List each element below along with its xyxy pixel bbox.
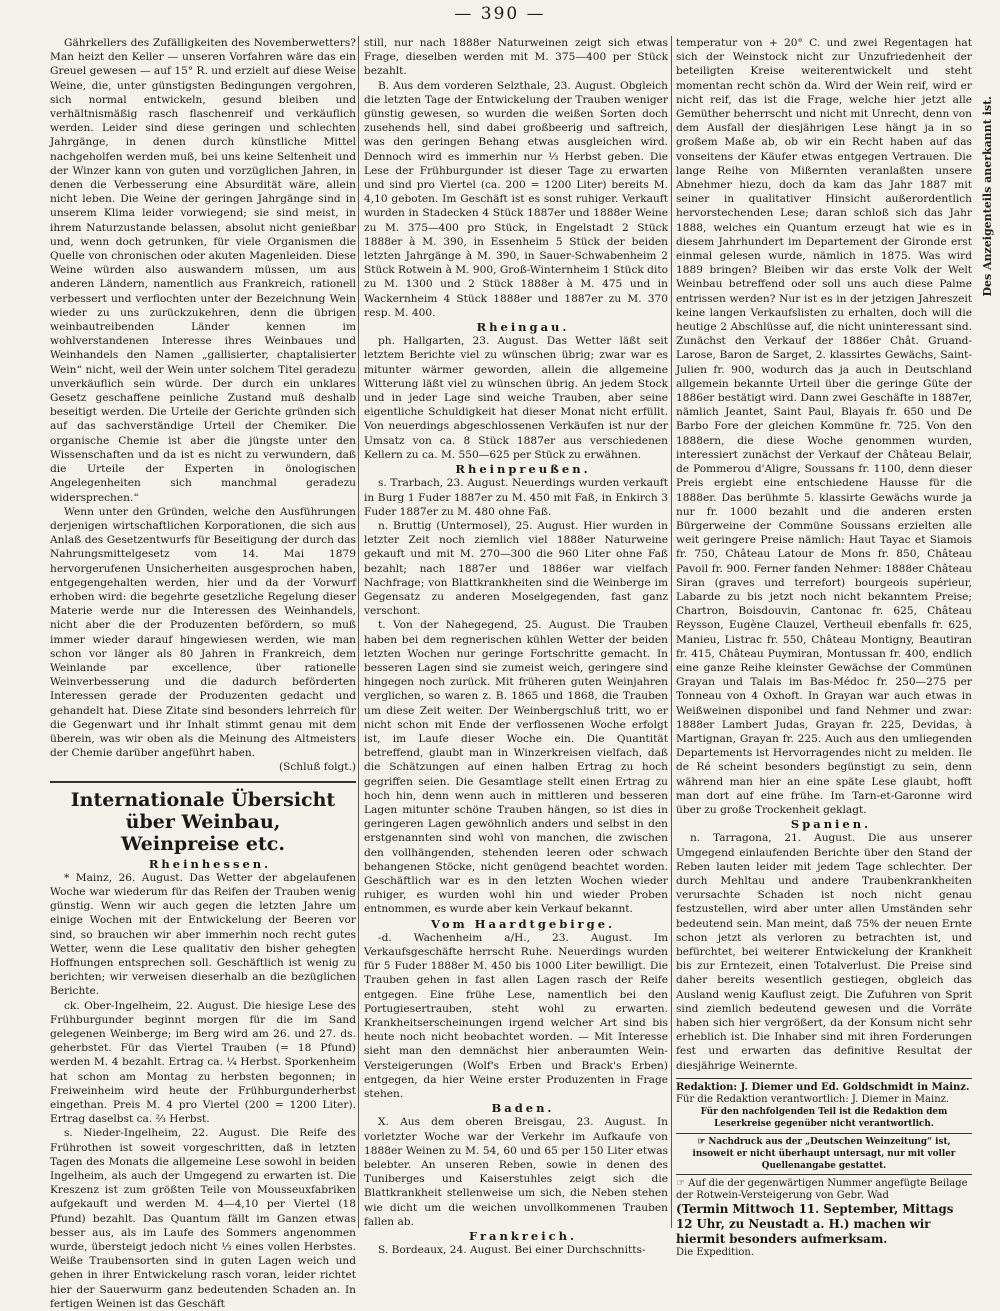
- imprint-block: [676, 1078, 972, 1259]
- report: S. Bordeaux, 24. August. Bei einer Durchschnitts-: [378, 1244, 646, 1257]
- region-heading: Rheingau.: [476, 320, 570, 335]
- paragraph: still, nur nach 1888er Naturweinen zeigt sich etwas Frage, dieselben werden mit M. 375—400 per Stück bezahlt.: [364, 37, 668, 78]
- section-title-line: Weinpreise etc.: [121, 832, 285, 855]
- region-heading: Rheinhessen.: [148, 856, 272, 871]
- section-divider: [50, 781, 356, 783]
- report: s. Trarbach, 23. August. Neuerdings wurden verkauft in Burg 1 Fuder 1887er zu M. 450 mit Faß, in Enkirch 3 Fuder 1887er zu M. 480 ohne Faß.: [364, 477, 668, 518]
- column-rule: [358, 36, 359, 1228]
- report: n. Tarragona, 21. August. Die aus unserer Umgegend einlaufenden Berichte über den Stand der Reben lauten leider mit jedem Tage schlechter. Der durch Mehltau und andere Traubenkrankheiten verursachte Schaden ist noch nicht genau festzustellen, wird aber unter allen Umständen sehr bedeutend sein. Man meint, daß 75% der neuen Ernte schon jetzt als verloren zu betrachten ist, und befürchtet, bei weiterer Entwickelung der Krankheit bis zur Erntezeit, einen Totalverlust. Die Preise sind daher bereits wesentlich gestiegen, obgleich das Ausland wenig Kauflust zeigt. Die Zufuhren von Sprit sind ziemlich bedeutend gewesen und die Vorräte haben sich hier vergrößert, da der Konsum nicht sehr erheblich ist. Die Inhaber sind mit ihren Forderungen fest und erwarten das definitive Resultat der diesjährige Weinernte.: [676, 832, 972, 1072]
- region-heading: Vom Haardtgebirge.: [430, 916, 616, 931]
- report: ck. Ober-Ingelheim, 22. August. Die hiesige Lese des Frühburgunder beginnt morgen für die im Sand gelegenen Weinberge; im Berg wird am 26. und 27. ds. geherbstet. Für das Viertel Trauben (= 18 Pfund) werden M. 4 bezahlt. Ertrag ca. ¼ Herbst. Sporkenheim hat schon am Montag zu herbsten begonnen; in Freiweinheim wird heute der Frühburgunderherbst eingethan. Preis M. 4 pro Viertel (200 = 1200 Liter). Ertrag daselbst ca. ⅔ Herbst.: [50, 999, 356, 1126]
- paragraph: Gährkellers des Zufälligkeiten des Novemberwetters? Man heizt den Keller — unseren Vorfahren wäre das ein Greuel gewesen — auf 15° R. und erzielt auf diese Weise Weine, die, unter günstigsten Bedingungen vergohren, sich normal entwickeln, gesund bleiben und verhältnismäßig rasch flaschenreif und verkäuflich werden. Leider sind diese geringen und schlechten Jahrgänge, in denen durch künstliche Mittel nachgeholfen werden muß, bei uns keine Seltenheit und der Winzer kann von guten und vorzüglichen Jahren, in denen die Verbesserung eine Absurdität wäre, allein nicht leben. Die Weine der geringen Jahrgänge sind in unserem Klima leider vorwiegend; sie sind meist, in ihrem Naturzustande belassen, absolut nicht genießbar und, wenn doch getrunken, für viele Organismen die Quelle von chronischen oder akuten Magenleiden. Diese Weine würden also auswandern müssen, um aus anderen Ländern, namentlich aus Frankreich, rationell verbessert und verflochten unter der Bezeichnung Wein wieder zu uns zurückzukehren, denn die übrigen weinbautreibenden Länder kennen im wohlverstandenen Interesse ihres Weinbaues und Weinhandels den Namen „gallisierter, chaptalisierter Wein“ nicht, weil der Wein unter solchem Titel geradezu unverkäuflich sein würde. Der durch ein unklares Gesetz geschaffene peinliche Zustand muß deshalb beseitigt werden. Die Urteile der Gerichte gründen sich auf das sachverständige Urteil der Chemiker. Die organische Chemie ist aber die jüngste unter den Wissenschaften und da ist es nicht zu verwundern, daß die Urteile der Experten in önologischen Angelegenheiten sich manchmal geradezu widersprechen.“: [50, 37, 356, 504]
- report: n. Bruttig (Untermosel), 25. August. Hier wurden in letzter Zeit noch ziemlich viel 1888er Naturweine gekauft und mit M. 270—300 die 960 Liter ohne Faß bezahlt; nach 1887er und 1886er war vielfach Nachfrage; von Blattkrankheiten sind die Weinberge im Gegensatz zu anderen Moselgegenden, fast ganz verschont.: [364, 519, 668, 618]
- expedition-signature: Die Expedition.: [676, 1246, 755, 1258]
- report: B. Aus dem vorderen Selzthale, 23. August. Obgleich die letzten Tage der Entwickelung der Trauben weniger günstig gewesen, so wurden die weißen Sorten doch zusehends hell, sind dabei großbeerig und saftreich, was den geringen Behang etwas ausgleichen wird. Dennoch wird es immerhin nur ⅓ Herbst geben. Die Lese der Frühburgunder ist dieser Tage zu erwarten und sind pro Viertel (ca. 200 = 1200 Liter) bereits M. 4,10 geboten. Im Geschäft ist es sonst ruhiger. Verkauft wurden in Stadecken 4 Stück 1887er und 1888er Weine zu M. 375—400 pro Stück, in Engelstadt 2 Stück 1888er à M. 390, in Essenheim 5 Stück der beiden letzten Jahrgänge à M. 390, in Sauer-Schwabenheim 2 Stück Rotwein à M. 900, Groß-Winternheim 1 Stück dito zu M. 1300 und 2 Stück 1888er à M. 475 und in Wackernheim 4 Stück 1888er und 1887er zu M. 370 resp. M. 400.: [364, 79, 668, 319]
- column-3: [676, 36, 972, 1258]
- page-number: — 390 —: [454, 4, 546, 24]
- supplement-notice-bold: (Termin Mittwoch 11. September, Mittags 12 Uhr, zu Neustadt a. H.) machen wir hiermit besonders aufmerksam.: [676, 1201, 954, 1246]
- region-heading: Frankreich.: [469, 1229, 577, 1244]
- region-heading: Spanien.: [790, 817, 872, 832]
- report: ph. Hallgarten, 23. August. Das Wetter läßt seit letztem Berichte viel zu wünschen übrig; zwar war es mitunter wärmer geworden, allein die allgemeine Witterung läßt viel zu wünschen übrig. An jedem Stock und in jeder Lage sind weiche Trauben, aber seine eigentliche Schuldigkeit hat dieser Monat nicht erfüllt. Von neuerdings abgeschlossenen Verkäufen ist nur der Umsatz von ca. 8 Stück 1887er aus verschiedenen Kellern zu ca. M. 550—625 per Stück zu erwähnen.: [364, 335, 668, 461]
- column-1: [50, 36, 356, 1310]
- region-heading: Rheinpreußen.: [455, 462, 591, 477]
- edge-text: Des Anzeigenteils anerkannt ist.: [981, 96, 994, 297]
- column-rule: [671, 36, 672, 1228]
- imprint-responsible: Für die Redaktion verantwortlich: J. Diemer in Mainz.: [676, 1093, 950, 1105]
- report: X. Aus dem oberen Breisgau, 23. August. In vorletzter Woche war der Verkehr im Aufkaufe von 1888er Weinen zu M. 54, 60 und 65 per 150 Liter etwas belebter. An unseren Reben, sowie in denen des Tuniberges und Kaiserstuhles zeigt sich die Blattkrankheit stellenweise um sich, die Neben stehen wie dicht um die weichen unvollkommenen Trauben fallen ab.: [364, 1116, 668, 1228]
- report: t. Von der Nahegegend, 25. August. Die Trauben haben bei dem regnerischen kühlen Wetter der beiden letzten Wochen nur geringe Fortschritte gemacht. In besseren Lagen sind sie zumeist weich, geringere sind hingegen noch zurück. Mit früheren guten Weinjahren verglichen, so waren z. B. 1865 und 1868, die Trauben um diese Zeit weiter. Der Weinbergschluß tritt, wo er nicht schon mit Ende der verflossenen Woche erfolgt ist, im Laufe dieser Woche ein. Die Quantität betreffend, glaubt man in Winzerkreisen vielfach, daß die Schätzungen auf einen halben Ertrag zu hoch gegriffen seien. Die Gesamtlage stellt einen Ertrag zu hoch hin, denn wenn auch in mittleren und besseren Lagen mitunter schöne Trauben hängen, so ist dies in geringeren Lagen gewöhnlich anders und selbst in den erstgenannten sind wohl von manchen, die zwischen den vollhängenden, stehenden leeren oder schwach behangenen Stöcke, nicht genügend beachtet worden. Geschäftlich war es in den letzten Wochen wieder ruhiger, es wurden wohl hin und wieder Proben entnommen, es wurde aber kein Verkauf bekannt.: [364, 619, 668, 916]
- section-title: [50, 789, 356, 855]
- imprint-editors: Redaktion: J. Diemer und Ed. Goldschmidt in Mainz.: [676, 1081, 970, 1093]
- page-edge-strip: [978, 36, 1000, 1228]
- region-heading: Baden.: [491, 1101, 555, 1116]
- reprint-notice: ☞ Nachdruck aus der „Deutschen Weinzeitung“ ist, insoweit er nicht überhaupt untersagt, nur mit voller Quellenangabe gestattet.: [676, 1133, 972, 1175]
- paragraph: Wenn unter den Gründen, welche den Ausführungen derjenigen wirtschaftlichen Korporationen, die sich aus Anlaß des Gesetzentwurfs für Beseitigung der durch das Nahrungsmittelgesetz vom 14. Mai 1879 hervorgerufenen Unsicherheiten ausgesprochen haben, entgegengehalten werden, hier und da der Vorwurf erhoben wird: die begehrte gesetzliche Regelung dieser Materie werde nur die Interessen des Weinhandels, nicht aber die der Produzenten befördern, so muß immer wieder darauf hingewiesen werden, wie man schon vor länger als 80 Jahren in Frankreich, dem Weinlande par excellence, über rationelle Weinverbesserung und die dadurch beförderten Interessen gerade der Produzenten gedacht und gehandelt hat. Diese Zitate sind besonders lehrreich für die Gegenwart und ihr Inhalt stimmt genau mit dem überein, was wir oben als die Meinung des Altmeisters der Chemie darüber angeführt haben.: [50, 505, 356, 760]
- report: * Mainz, 26. August. Das Wetter der abgelaufenen Woche war wiederum für das Reifen der Trauben wenig günstig. Wenn wir auch gegen die letzten Jahre um einige Wochen mit der Entwickelung der Beeren vor sind, so brauchen wir aber immerhin noch recht gutes Wetter, wenn die Lese qualitativ den bisher gehegten Hoffnungen entsprechen soll. Geschäftlich ist wenig zu berichten; wir verweisen dieserhalb an die bezüglichen Berichte.: [50, 871, 356, 998]
- report: -d. Wachenheim a/H., 23. August. Im Verkaufsgeschäfte herrscht Ruhe. Neuerdings wurden für 5 Fuder 1888er M. 450 bis 1000 Liter bewilligt. Die Trauben gehen in fast allen Lagen rasch der Reife entgegen. Eine frühe Lese, namentlich bei den Portugiesertrauben, steht wohl zu erwarten. Krankheitserscheinungen irgend welcher Art sind bis heute noch nicht beobachtet worden. — Mit Interesse sieht man den demnächst hier anberaumten Wein-Versteigerungen (Wolf's Erben und Brack's Erben) entgegen, da hier Weine erster Produzenten in Frage stehen.: [364, 931, 668, 1101]
- supplement-notice: ☞ Auf die der gegenwärtigen Nummer angefügte Beilage der Rotwein-Versteigerung von Gebr. Wad: [676, 1177, 968, 1201]
- imprint-ads-notice: Für den nachfolgenden Teil ist die Redaktion dem Leserkreise gegenüber nicht verantwortlich.: [700, 1106, 948, 1129]
- to-be-continued: (Schluß folgt.): [278, 761, 356, 774]
- section-title-line: Internationale Übersicht über Weinbau,: [70, 788, 336, 833]
- report: s. Nieder-Ingelheim, 22. August. Die Reife des Frührothen ist soweit vorgeschritten, daß in letzten Tagen des Monats die allgemeine Lese sowohl in beiden Ingelheim, als auch der Umgegend zu erwarten ist. Die Kreszenz ist zum größten Teile von Mousseuxfabriken aufgekauft und werden M. 4—4,10 per Viertel (18 Pfund) bezahlt. Das Quantum fällt im Ganzen etwas besser aus, als im Laufe des Sommers angenommen wurde, übersteigt jedoch nicht ⅓ eines vollen Herbstes. Weiße Traubensorten sind in guten Lagen weich und gehen in ihrer Entwickelung rasch voran, leider richtet hier der Sauerwurm ganz bedeutenden Schaden an. In fertigen Weinen ist das Geschäft: [50, 1127, 356, 1310]
- paragraph: temperatur von + 20° C. und zwei Regentagen hat sich der Weinstock nicht zur Unzufriedenheit der beteiligten Kreise weiterentwickelt und steht momentan recht schön da. Wird der Wein reif, wird er nicht reif, das ist die Frage, welche hier jetzt alle Gemüther beherrscht und nicht mit Unrecht, denn von dem Ausfall der diesjährigen Lese hängt ja in so großem Maße ab, ob wir ein Recht haben auf das vonseitens der Käufer etwas entgegen Vertrauen. Die lange Reihe von Mißernten veranlaßten unsere Abnehmer hiezu, doch da kam das Jahr 1887 mit seiner in qualitativer Hinsicht außerordentlich hervorstechenden Lese; daran schloß sich das Jahr 1888, welches ein Quantum erzeugt hat wie es in diesem Jahrhundert im Departement der Gironde erst einmal gelesen wurde, nämlich in 1875. Was wird 1889 bringen? Bleiben wir das erste Volk der Welt Weinbau betreffend oder soll uns auch diese Palme entrissen werden? Nur ist es in der jetzigen Jahreszeit keine langen Verkaufslisten zu erhalten, doch will die heutige 2 Abschlüsse auf, die nicht uninteressant sind. Zunächst den Verkauf der 1886er Chât. Gruand-Larose, Baron de Sarget, 2. klassirtes Gewächs, Saint-Julien fr. 900, wodurch das ja auch in Deutschland allgemein bekannte Urteil über die geringe Güte der 1886er bestätigt wird. Dann zwei Geschäfte in 1887er, nämlich Jeantet, Saint Paul, Blayais fr. 650 und De Barbo Fore der gleichen Kommüne fr. 725. Von den 1888ern, die diese Woche genommen wurden, interessiert zunächst der Verkauf der Château Belair, de Pommerou d'Aligre, Soussans fr. 1100, denn dieser Preis ergiebt eine entschiedene Hausse für die 1888er. Das berühmte 5. klassirte Gewächs wurde ja nur fr. 1000 bezahlt und die anderen ersten Bürgerweine der Commüne Soussans erzielten alle weit geringere Preise nämlich: Haut Tayac et Siamois fr. 750, Château Latour de Mons fr. 850, Château Pavoil fr. 900. Ferner fanden Nehmer: 1888er Château Siran (graves und terrefort) bourgeois supérieur, Labarde zu bis jetzt noch nicht bekanntem Preise; Chartron, Boisdouvin, Cantonac fr. 625, Château Reysson, Eugène Clauzel, Vertheuil ebenfalls fr. 625, Manieu, Listrac fr. 550, Château Montigny, Beautiran fr. 415, Château Puymiran, Montussan fr. 400, endlich eine ganze Reihe kleinster Gewächse der Commünen Grayan und Talais im Bas-Médoc fr. 250—275 per Tonneau von 4 Oxhoft. In Grayan war auch etwas in Weißweinen disponibel und fand Nehmer und zwar: 1888er Lambert Judas, Grayan fr. 225, Devidas, à Martignan, Grayan fr. 225. Auch aus den umliegenden Departements ist Hervorragendes nicht zu melden. Ile de Ré scheint besonders begünstigt zu sein, denn während man hier an eine späte Lese glaubt, hofft man dort auf eine frühe. Im Tarn-et-Garonne wird über zu große Trockenheit geklagt.: [676, 37, 972, 816]
- column-2: [364, 36, 668, 1257]
